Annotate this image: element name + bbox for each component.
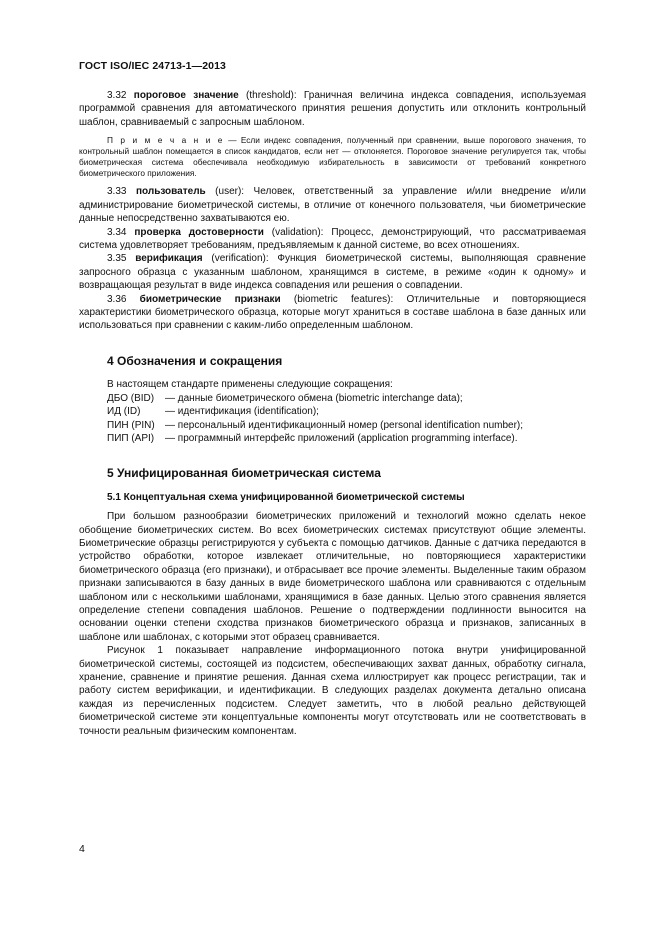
abbreviations-intro: В настоящем стандарте применены следующие сокращения: bbox=[107, 379, 393, 391]
term: пороговое значение bbox=[133, 90, 239, 101]
subsection-5-1-title: 5.1 Концептуальная схема унифицированной биометрической системы bbox=[107, 491, 465, 503]
paragraph: Рисунок 1 показывает направление информационного потока внутри унифицированной биометрической системы, состоящей из подсистем, обеспечивающих захват данных, обработку сигнала, хранение, сравнение и принятие решения. Данная схема иллюстрирует как процесс регистрации, так и работу систем верификации, и идентификации. В следующих разделах документа детально описана каждая из перечисленных подсистем. Следует заметить, что в любой реально действующей биометрической системе эти концептуальные компоненты могут отсутствовать или не соответствовать в точности реальным физическим компонентам. bbox=[79, 645, 586, 737]
paragraph: При большом разнообразии биометрических приложений и технологий можно сделать некое обобщение биометрических систем. Во всех биометрических системах присутствуют общие элементы. Биометрические образцы регистрируются у субъекта с помощью датчиков. Данные с датчика передаются в устройство обработки, которое извлекает отличительные, но повторяющиеся характеристики биометрического образца (его признаки), и отбрасывает все прочие элементы. Выделенные таким образом признаки записываются в базу данных в виде биометрического шаблона или сравниваются с отдельным шаблоном или с несколькими шаблонами, хранящимися в базе данных. Целью этого сравнения является определение степени совпадения шаблонов. Решение о подтверждении подлинности выносится на основании оценки степени сходства признаков биометрического образца и признаков, записанных в шаблоне или шаблонах, с которыми этот образец сравнивается. bbox=[79, 511, 586, 643]
definition-3-35: 3.35 верификация (verification): Функция биометрической системы, выполняющая сравнение запросного образца с указанным шаблоном, хранящимся в системе, в режиме «один к одному» и возвращающая результат в виде индекса совпадения или решения о совпадении. bbox=[79, 253, 586, 292]
abbreviation-item: ПИН (PIN) — персональный идентификационный номер (personal identification number); bbox=[107, 419, 524, 431]
document-header: ГОСТ ISO/IEC 24713-1—2013 bbox=[79, 60, 226, 72]
term: проверка достоверности bbox=[134, 226, 264, 238]
term: верификация bbox=[135, 253, 203, 265]
section-4-title: 4 Обозначения и сокращения bbox=[107, 353, 283, 368]
definition-3-36: 3.36 биометрические признаки (biometric features): Отличительные и повторяющиеся характеристики биометрического образца, которые могут храниться в составе шаблона в базе данных или использоваться при сравнении с каким-либо определенным шаблоном. bbox=[79, 293, 587, 332]
abbreviation-item: ДБО (BID) — данные биометрического обмена (biometric interchange data); bbox=[107, 392, 463, 404]
definition-3-34: 3.34 проверка достоверности (validation): Процесс, демонстрирующий, что рассматриваемая система удовлетворяет требованиям, предъявляемым к данной системе, во всех отношениях. bbox=[79, 226, 587, 252]
definition-3-33: 3.33 пользователь (user): Человек, ответственный за управление и/или внедрение и/или администрирование биометрической системы, в отличие от конечного пользователя, чьи биометрические данные непосредственно захватываются ею. bbox=[79, 186, 586, 225]
term: пользователь bbox=[135, 186, 206, 198]
page-number: 4 bbox=[79, 843, 85, 855]
note-label: П р и м е ч а н и е bbox=[107, 135, 225, 146]
section-5-title: 5 Унифицированная биометрическая система bbox=[107, 466, 381, 481]
note: П р и м е ч а н и е — Если индекс совпадения, полученный при сравнении, выше порогового значения, то контрольный шаблон помещается в список кандидатов, если нет — отклоняется. Пороговое значение регулируется так, чтобы биометрическая система обеспечивала необходимую избирательность в зависимости от требований конкретного биометрического приложения. bbox=[79, 135, 587, 178]
term: биометрические признаки bbox=[139, 293, 281, 305]
page-body bbox=[79, 89, 586, 738]
definition-3-32: 3.32 пороговое значение (threshold): Граничная величина индекса совпадения, используемая программой сравнения для автоматического принятия решения допустить или отклонить контрольный шаблон, сравниваемый с запросным шаблоном. bbox=[79, 90, 587, 128]
abbreviation-item: ИД (ID) — идентификация (identification); bbox=[107, 406, 319, 418]
abbreviation-item: ПИП (API) — программный интерфейс приложений (application programming interface). bbox=[107, 432, 518, 444]
